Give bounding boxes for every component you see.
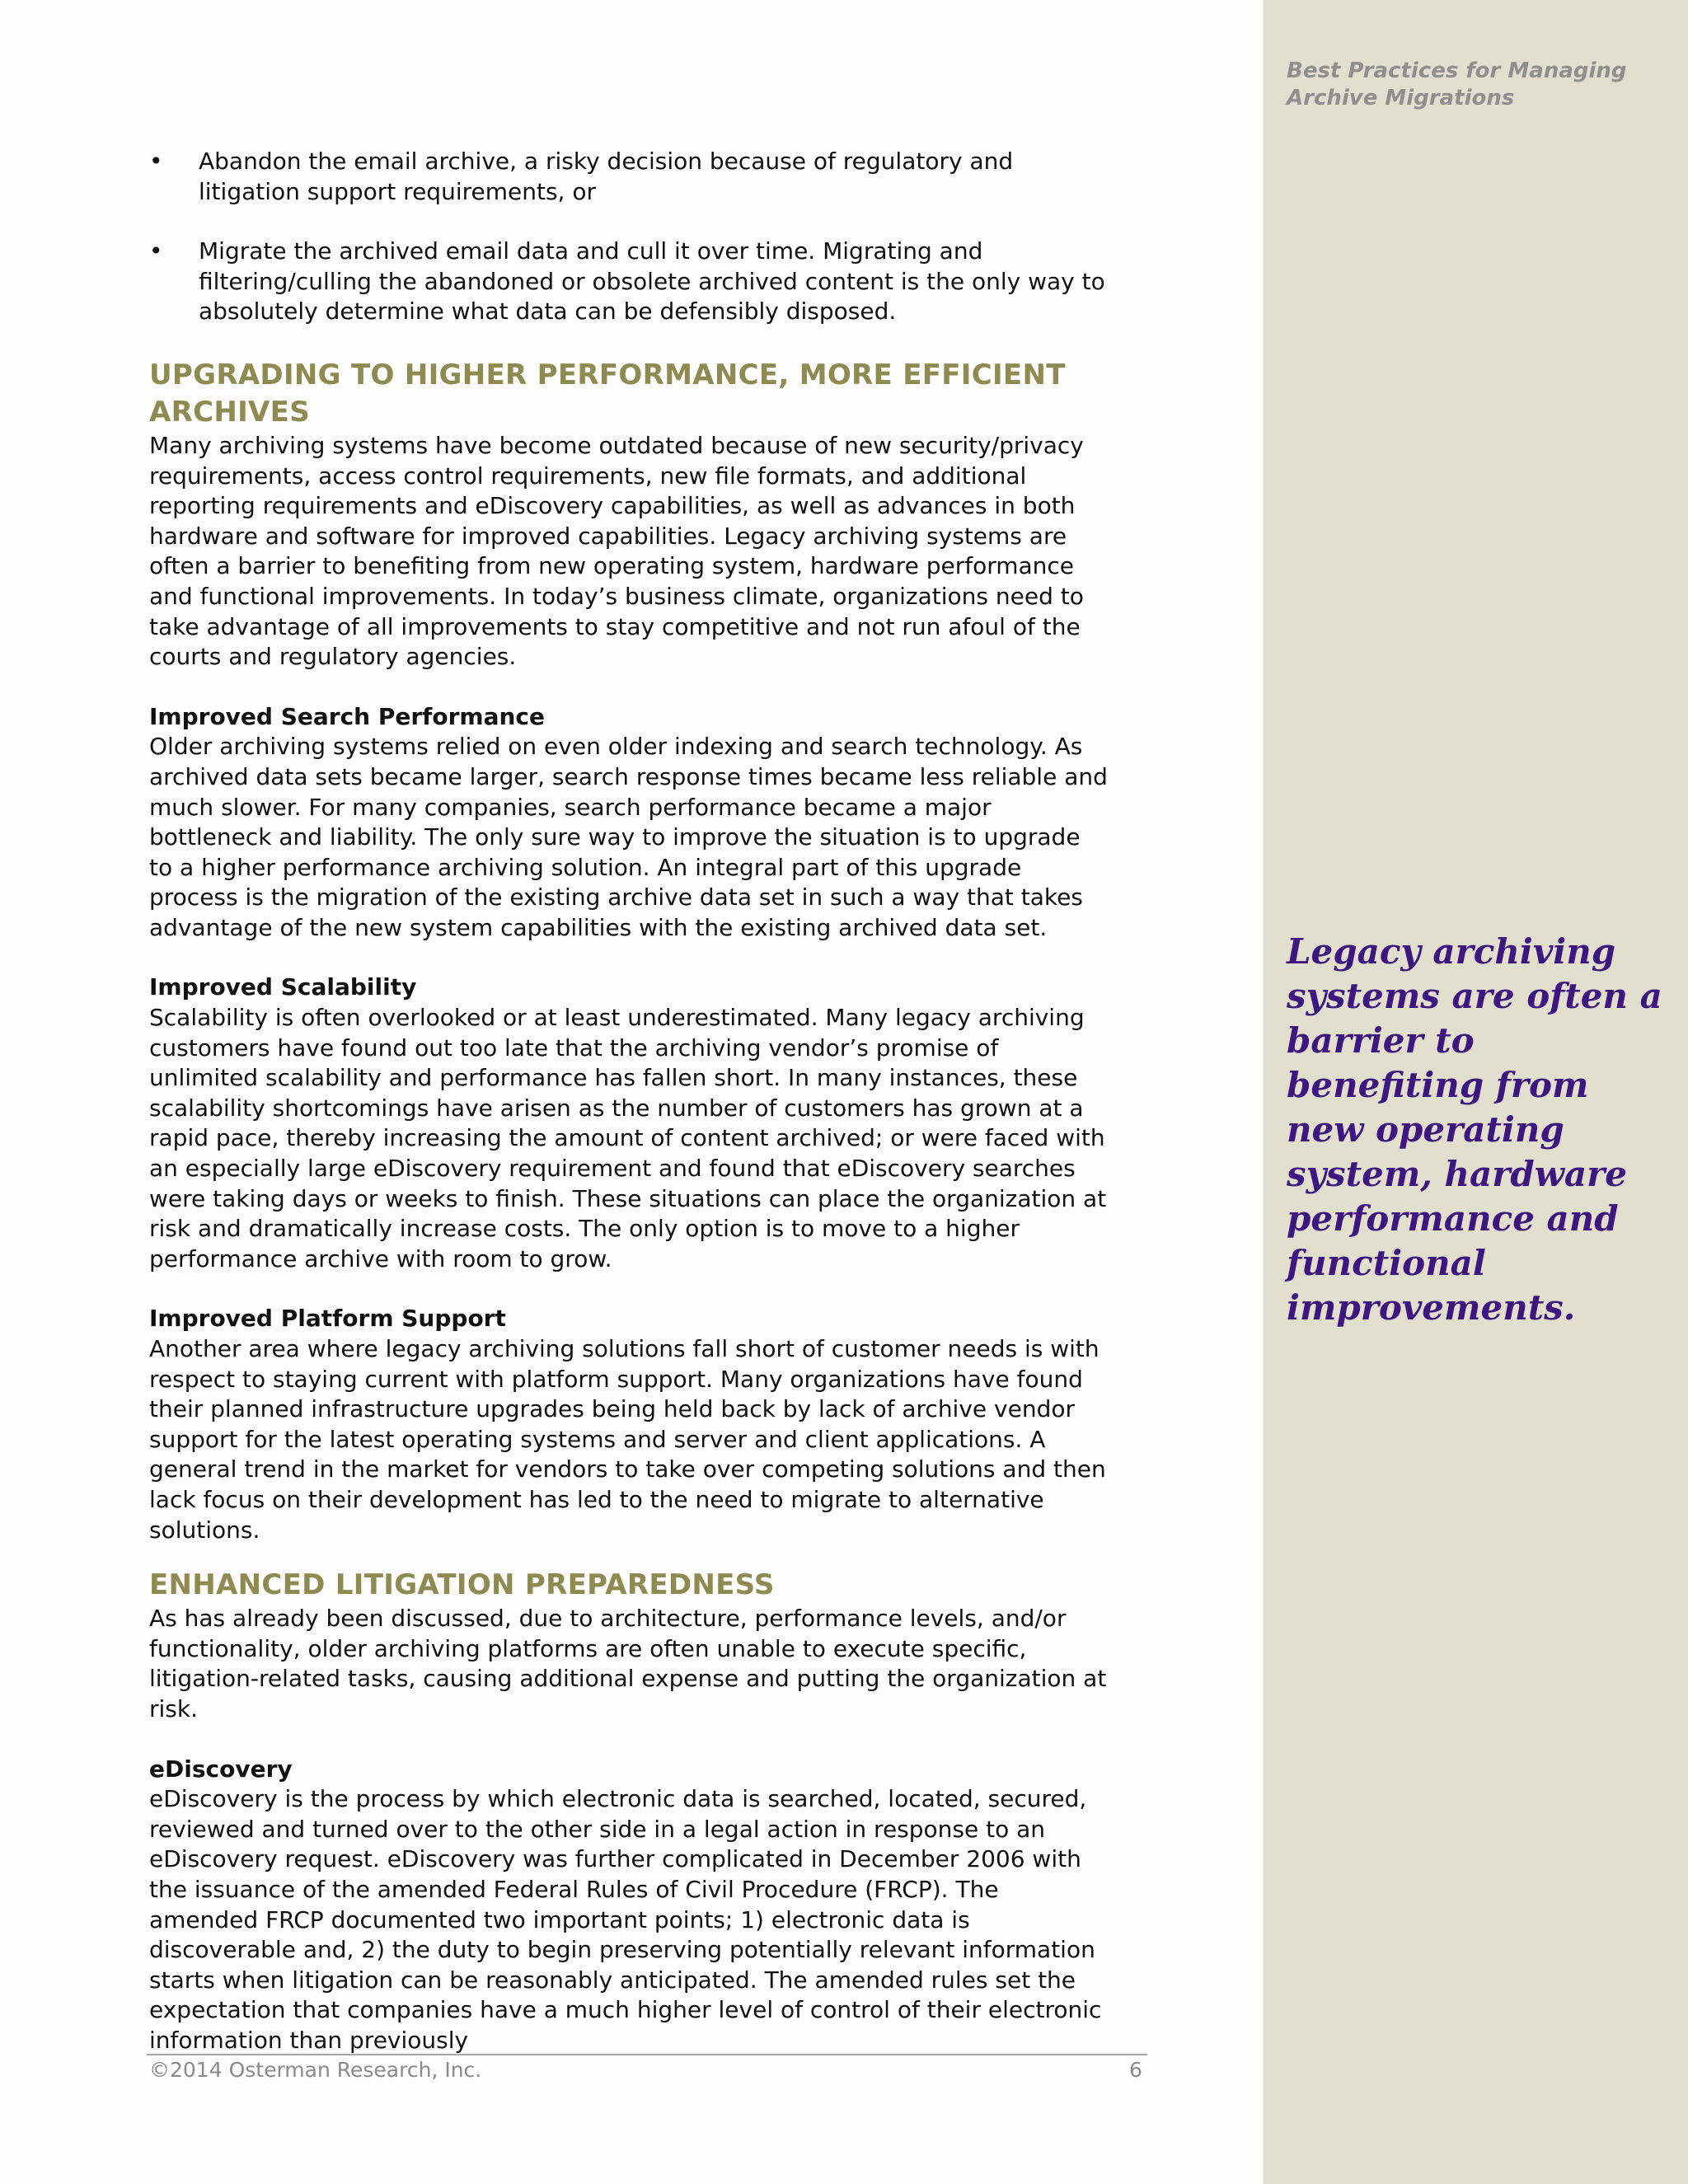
list-item (149, 237, 1109, 327)
sidebar (1264, 0, 1688, 2184)
body-platform: Another area where legacy archiving solutions fall short of customer needs is with respect to staying current with platform support. Many organizations have found their planned infrastructure upgrades being held back by lack of archive vendor support for the latest operating systems and server and client applications. A general trend in the market for vendors to take over competing solutions and then lack focus on their development has led to the need to migrate to alternative solutions. (149, 1335, 1106, 1544)
body-ediscovery: eDiscovery is the process by which electronic data is searched, located, secured, reviewed and turned over to the other side in a legal action in response to an eDiscovery request. eDiscovery was further complicated in December 2006 with the issuance of the amended Federal Rules of Civil Procedure (FRCP). The amended FRCP documented two important points; 1) electronic data is discoverable and, 2) the duty to begin preserving potentially relevant information starts when litigation can be reasonably anticipated. The amended rules set the expectation that companies have a much higher level of control of their electronic information than previously (149, 1785, 1102, 2054)
bullet-glyph: • (149, 237, 163, 265)
subheading-search: Improved Search Performance (149, 702, 545, 730)
section-heading-litigation: ENHANCED LITIGATION PREPAREDNESS (149, 1568, 775, 1602)
page-number: 6 (1129, 2058, 1142, 2082)
document-title (1287, 58, 1674, 112)
bullet-glyph: • (149, 148, 163, 175)
pull-quote: Legacy archiving systems are often a barrier to benefiting from new operating system, hardware performance and functional improvements. (1287, 931, 1662, 1328)
bullet-list (149, 147, 1109, 327)
section-body-upgrading: Many archiving systems have become outdated because of new security/privacy requirements, access control requirements, new file formats, and additional reporting requirements and eDiscovery capabilities, as well as advances in both hardware and software for improved capabilities. Legacy archiving systems are often a barrier to benefiting from new operating system, hardware performance and functional improvements. In today’s business climate, organizations need to take advantage of all improvements to stay competitive and not run afoul of the courts and regulatory agencies. (149, 431, 1084, 671)
list-item (149, 147, 1109, 207)
bullet-text: Abandon the email archive, a risky decision because of regulatory and litigation support requirements, or (199, 148, 1014, 205)
subheading-ediscovery: eDiscovery (149, 1755, 293, 1783)
main-content (149, 147, 1109, 2055)
document-title-line1: Best Practices for Managing (1287, 59, 1627, 83)
subheading-platform: Improved Platform Support (149, 1305, 506, 1333)
document-title-line2: Archive Migrations (1287, 86, 1515, 110)
subheading-scalability: Improved Scalability (149, 973, 417, 1001)
body-search: Older archiving systems relied on even older indexing and search technology. As archived data sets became larger, search response times became less reliable and much slower. For many companies, search performance became a major bottleneck and liability. The only sure way to improve the situation is to upgrade to a higher performance archiving solution. An integral part of this upgrade process is the migration of the existing archive data set in such a way that takes advantage of the new system capabilities with the existing archived data set. (149, 733, 1108, 941)
section-body-litigation: As has already been discussed, due to architecture, performance levels, and/or functionality, older archiving platforms are often unable to execute specific, litigation-related tasks, causing additional expense and putting the organization at risk. (149, 1605, 1107, 1722)
footer-divider (147, 2054, 1147, 2055)
footer-copyright: ©2014 Osterman Research, Inc. (149, 2058, 482, 2082)
bullet-text: Migrate the archived email data and cull it over time. Migrating and filtering/culling the abandoned or obsolete archived content is the only way to absolutely determine what data can be defensibly disposed. (199, 237, 1105, 326)
body-scalability: Scalability is often overlooked or at least underestimated. Many legacy archiving customers have found out too late that the archiving vendor’s promise of unlimited scalability and performance has fallen short. In many instances, these scalability shortcomings have arisen as the number of customers has grown at a rapid pace, thereby increasing the amount of content archived; or were faced with an especially large eDiscovery requirement and found that eDiscovery searches were taking days or weeks to finish. These situations can place the organization at risk and dramatically increase costs. The only option is to move to a higher performance archive with room to grow. (149, 1004, 1107, 1272)
section-heading-upgrading: UPGRADING TO HIGHER PERFORMANCE, MORE EFFICIENT ARCHIVES (149, 358, 1066, 429)
